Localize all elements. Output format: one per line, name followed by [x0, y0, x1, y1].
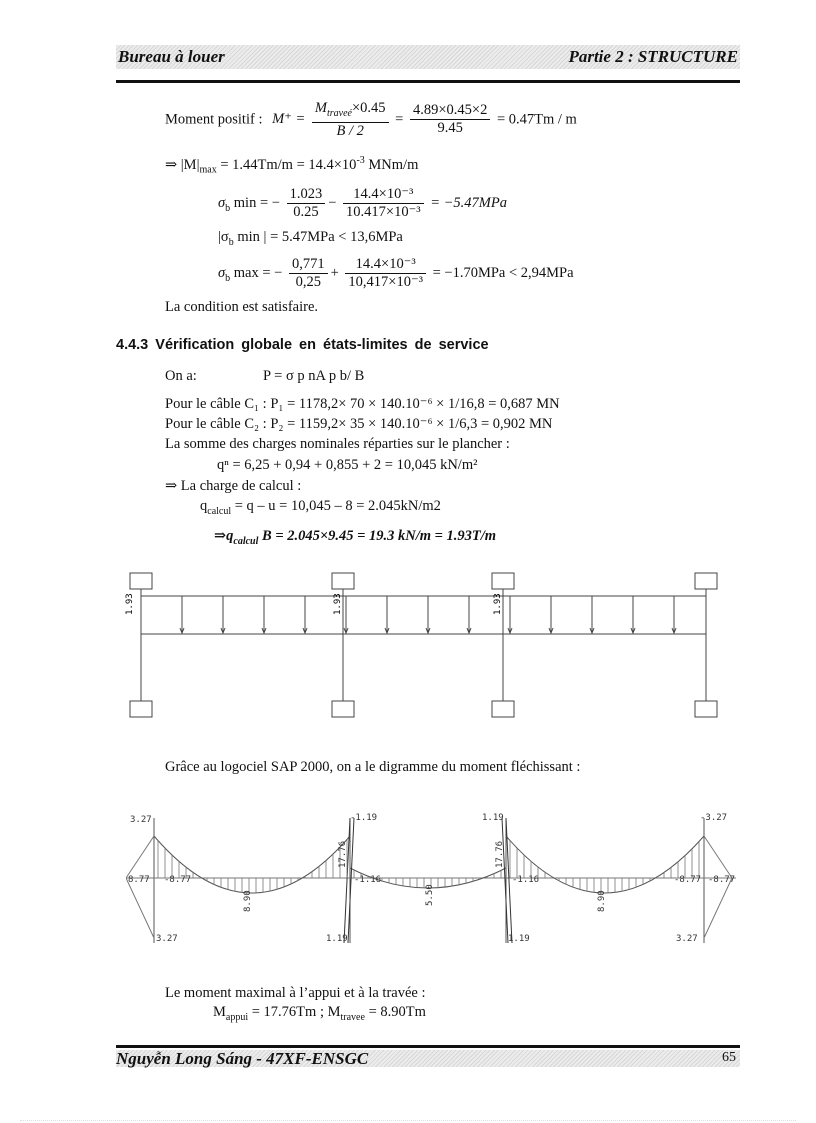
moment-label: -1.16 [354, 875, 382, 885]
load-diagram [120, 568, 720, 718]
somme-line: La somme des charges nominales réparties sur le plancher : [165, 436, 510, 452]
header-left: Bureau à louer [118, 47, 225, 66]
support-box [492, 701, 514, 717]
moment-label: 1.19 [326, 934, 348, 944]
qcalcul-line: $q_{calcul} = q - u = 10,045 - 8 = 2.045kN/m2$ [200, 498, 441, 517]
sigma-min-line: $\sigma_b$ min = − $\frac{1.023}{0.25}$ − $\frac{\text{14.4×10⁻³}}{\text{10.417×10⁻³}}$ = −5.47MPa [218, 186, 507, 221]
moment-label: 3.27 [156, 934, 178, 944]
moment-label: -8.77 [164, 875, 192, 885]
sigma-abs-line: $|\sigma_b$ min | = 5.47MPa < 13,6MPa [218, 229, 403, 248]
moment-label: -3.27 [700, 813, 728, 823]
moment-label: -8.77 [674, 875, 702, 885]
load-label: 1.93 [493, 593, 503, 615]
section-title: 4.4.3 Vérification globale en états-limites de service [116, 337, 489, 353]
support-box [695, 573, 717, 589]
cable2-line: Pour le câble C₂ : P₂ = 1159,2× 35 × 140.10⁻⁶ × 1/6,3 = 0,902 MN [165, 416, 553, 432]
moment-label: 8.77 [128, 875, 150, 885]
sap-text: Grâce au logociel SAP 2000, on a le digramme du moment fléchissant : [165, 759, 581, 775]
load-label: 1.93 [125, 593, 135, 615]
moment-label: -1.19 [350, 813, 378, 823]
moment-label: 17.76 [495, 840, 505, 868]
footer-rule [116, 1045, 740, 1048]
moment-label: -8.77 [708, 875, 736, 885]
footer-author: Nguyễn Long Sáng - 47XF-ENSGC [116, 1049, 369, 1068]
page-header [116, 45, 740, 69]
support-box [332, 701, 354, 717]
moment-label: 3.27 [676, 934, 698, 944]
page-edge [20, 1120, 796, 1121]
m-values-line: $M_{appui} = 17.76Tm$ ; $M_{travee} = 8.90Tm$ [213, 1004, 426, 1023]
load-label: 1.93 [333, 593, 343, 615]
moment-label: 8.90 [243, 890, 253, 912]
moment-max-text: Le moment maximal à l’appui et à la travée : [165, 985, 426, 1001]
header-right: Partie 2 : STRUCTURE [568, 47, 738, 66]
header-rule [116, 80, 740, 83]
frac-m-traveé: $\frac{M_{traveé}\times 0.45}{B / 2}$ [312, 100, 389, 140]
support-box [332, 573, 354, 589]
qn-line: qⁿ = 6,25 + 0,94 + 0,855 + 2 = 10,045 kN/m² [217, 457, 478, 473]
support-box [130, 573, 152, 589]
moment-label: 1.19 [482, 813, 504, 823]
charge-calcul-line: ⇒ La charge de calcul : [165, 478, 302, 494]
support-box [695, 701, 717, 717]
support-box [492, 573, 514, 589]
moment-label: -1.16 [512, 875, 540, 885]
moment-label: 8.90 [597, 890, 607, 912]
moment-label: 5.50 [425, 884, 435, 906]
frac-numeric: $\frac{4.89\times 0.45\times 2}{9.45}$ [410, 102, 490, 137]
moment-label: 3.27 [130, 815, 152, 825]
cable1-line: Pour le câble C₁ : P₁ = 1178,2× 70 × 140.10⁻⁶ × 1/16,8 = 0,687 MN [165, 396, 560, 412]
m-max-line: ⇒ $|M|_{max} = 1.44Tm/m = 14.4\times 10^{-3}$ MNm/m [165, 155, 419, 176]
on-a-formula: P = σ p nA p b/ B [263, 368, 365, 384]
qcalcul-b-line: $\Rightarrow q_{calcul}$ B = 2.045×9.45 = 19.3 kN/m = 1.93T/m [214, 528, 497, 547]
on-a-label: On a: [165, 368, 197, 384]
page-footer [116, 1050, 740, 1067]
moment-positif-line: Moment positif : M⁺ = $\frac{M_{traveé}\times 0.45}{B / 2}$ = $\frac{4.89\times 0.45\times 2}{9.45}$ = 0.47Tm / m [165, 100, 577, 139]
sigma-max-line: $\sigma_b$ max = − $\frac{0,771}{0,25}$ + $\frac{\text{14.4×10⁻³}}{\text{10,417×10⁻³}}$ = −1.70MPa < 2,94MPa [218, 256, 574, 291]
support-box [130, 701, 152, 717]
condition-text: La condition est satisfaire. [165, 299, 319, 315]
moment-label: 1.19 [508, 934, 530, 944]
page-number: 65 [722, 1050, 736, 1065]
moment-diagram [126, 808, 736, 953]
moment-label: 17.76 [338, 840, 348, 868]
